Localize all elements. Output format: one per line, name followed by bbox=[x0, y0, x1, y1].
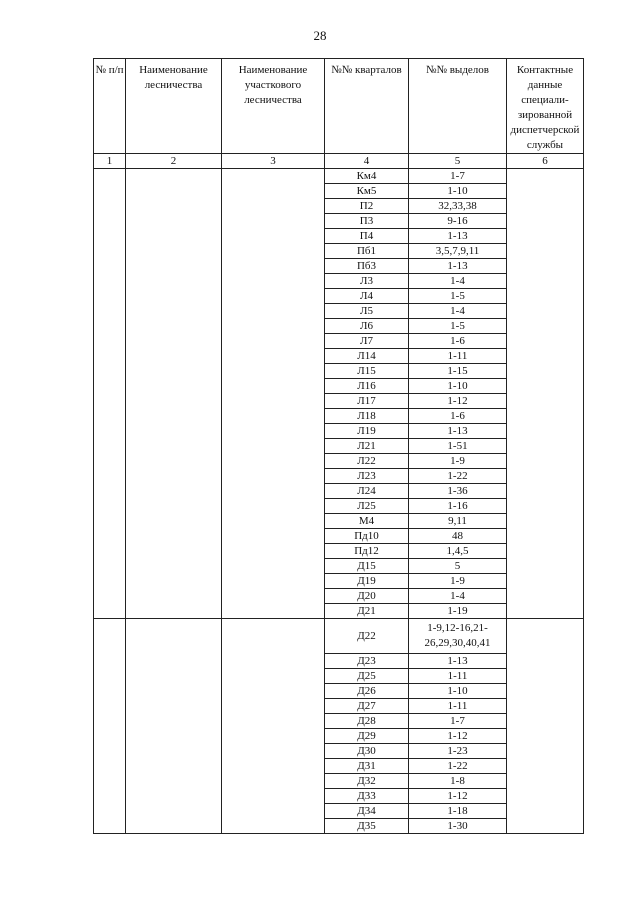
allotment-cell: 1-13 bbox=[409, 259, 507, 274]
quarter-cell: Д26 bbox=[325, 684, 409, 699]
quarter-cell: Л17 bbox=[325, 394, 409, 409]
allotment-cell: 1-13 bbox=[409, 229, 507, 244]
quarter-cell: Д35 bbox=[325, 819, 409, 834]
quarter-cell: Л25 bbox=[325, 499, 409, 514]
quarter-cell: Л4 bbox=[325, 289, 409, 304]
quarter-cell: Л16 bbox=[325, 379, 409, 394]
quarter-cell: Л15 bbox=[325, 364, 409, 379]
allotment-cell: 48 bbox=[409, 529, 507, 544]
quarter-cell: Д22 bbox=[325, 619, 409, 654]
allotment-cell: 1-4 bbox=[409, 304, 507, 319]
quarter-cell: Д31 bbox=[325, 759, 409, 774]
district-forestry-cell bbox=[222, 619, 325, 834]
header-number: № п/п bbox=[94, 59, 126, 154]
forestry-cell bbox=[126, 619, 222, 834]
forest-quarters-table bbox=[93, 58, 584, 834]
quarter-cell: Л19 bbox=[325, 424, 409, 439]
allotment-cell: 1-12 bbox=[409, 729, 507, 744]
allotment-cell: 1-22 bbox=[409, 759, 507, 774]
allotment-cell: 9-16 bbox=[409, 214, 507, 229]
header-dispatch-contacts: Контактные данные специали-зированной диспетчерской службы bbox=[507, 59, 584, 154]
quarter-cell: Д27 bbox=[325, 699, 409, 714]
allotment-cell: 1-18 bbox=[409, 804, 507, 819]
allotment-cell: 1-7 bbox=[409, 714, 507, 729]
quarter-cell: Л6 bbox=[325, 319, 409, 334]
page-number: 28 bbox=[313, 28, 327, 43]
allotment-cell: 1-15 bbox=[409, 364, 507, 379]
quarter-cell: Пд12 bbox=[325, 544, 409, 559]
allotment-cell: 1-10 bbox=[409, 684, 507, 699]
allotment-cell: 1-7 bbox=[409, 169, 507, 184]
quarter-cell: Л23 bbox=[325, 469, 409, 484]
quarter-cell: Д23 bbox=[325, 654, 409, 669]
allotment-cell: 1-36 bbox=[409, 484, 507, 499]
quarter-cell: Д30 bbox=[325, 744, 409, 759]
allotment-cell: 1-4 bbox=[409, 274, 507, 289]
allotment-cell: 1-4 bbox=[409, 589, 507, 604]
allotment-cell: 1-10 bbox=[409, 379, 507, 394]
allotment-cell: 1-12 bbox=[409, 789, 507, 804]
allotment-cell: 1-6 bbox=[409, 334, 507, 349]
quarter-cell: П2 bbox=[325, 199, 409, 214]
quarter-cell: Д21 bbox=[325, 604, 409, 619]
quarter-cell: Д29 bbox=[325, 729, 409, 744]
column-number: 1 bbox=[94, 154, 126, 169]
allotment-cell: 1-22 bbox=[409, 469, 507, 484]
table-row bbox=[94, 619, 584, 654]
quarter-cell: Д20 bbox=[325, 589, 409, 604]
allotment-cell: 1,4,5 bbox=[409, 544, 507, 559]
allotment-cell: 1-8 bbox=[409, 774, 507, 789]
allotment-cell: 32,33,38 bbox=[409, 199, 507, 214]
allotment-cell: 3,5,7,9,11 bbox=[409, 244, 507, 259]
allotment-cell: 1-19 bbox=[409, 604, 507, 619]
quarter-cell: Л5 bbox=[325, 304, 409, 319]
quarter-cell: П4 bbox=[325, 229, 409, 244]
column-number: 4 bbox=[325, 154, 409, 169]
quarter-cell: Л3 bbox=[325, 274, 409, 289]
allotment-cell: 1-13 bbox=[409, 654, 507, 669]
allotment-cell: 1-11 bbox=[409, 669, 507, 684]
table-row bbox=[94, 169, 584, 184]
allotment-cell: 1-23 bbox=[409, 744, 507, 759]
allotment-cell: 1-5 bbox=[409, 319, 507, 334]
number-cell bbox=[94, 169, 126, 619]
header-forestry: Наименование лесничества bbox=[126, 59, 222, 154]
quarter-cell: Д28 bbox=[325, 714, 409, 729]
dispatch-contacts-cell bbox=[507, 169, 584, 619]
quarter-cell: Пб1 bbox=[325, 244, 409, 259]
allotment-cell: 1-5 bbox=[409, 289, 507, 304]
district-forestry-cell bbox=[222, 169, 325, 619]
column-number: 5 bbox=[409, 154, 507, 169]
quarter-cell: Л22 bbox=[325, 454, 409, 469]
allotment-cell: 1-9,12-16,21-26,29,30,40,41 bbox=[409, 619, 507, 654]
column-number-row bbox=[94, 154, 584, 169]
quarter-cell: Км5 bbox=[325, 184, 409, 199]
allotment-cell: 1-11 bbox=[409, 699, 507, 714]
quarter-cell: Л14 bbox=[325, 349, 409, 364]
table-body bbox=[94, 169, 584, 834]
quarter-cell: П3 bbox=[325, 214, 409, 229]
header-district-forestry: Наименование участкового лесничества bbox=[222, 59, 325, 154]
quarter-cell: Д15 bbox=[325, 559, 409, 574]
forestry-cell bbox=[126, 169, 222, 619]
allotment-cell: 1-16 bbox=[409, 499, 507, 514]
quarter-cell: Д19 bbox=[325, 574, 409, 589]
column-number: 2 bbox=[126, 154, 222, 169]
allotment-cell: 1-13 bbox=[409, 424, 507, 439]
column-number: 6 bbox=[507, 154, 584, 169]
quarter-cell: Пд10 bbox=[325, 529, 409, 544]
column-number: 3 bbox=[222, 154, 325, 169]
quarter-cell: Д32 bbox=[325, 774, 409, 789]
allotment-cell: 1-9 bbox=[409, 574, 507, 589]
quarter-cell: Д33 bbox=[325, 789, 409, 804]
quarter-cell: М4 bbox=[325, 514, 409, 529]
quarter-cell: Л18 bbox=[325, 409, 409, 424]
header-row bbox=[94, 59, 584, 154]
quarter-cell: Д25 bbox=[325, 669, 409, 684]
allotment-cell: 1-10 bbox=[409, 184, 507, 199]
quarter-cell: Л24 bbox=[325, 484, 409, 499]
allotment-cell: 1-51 bbox=[409, 439, 507, 454]
header-allotments: №№ выделов bbox=[409, 59, 507, 154]
allotment-cell: 1-11 bbox=[409, 349, 507, 364]
quarter-cell: Л7 bbox=[325, 334, 409, 349]
allotment-cell: 1-6 bbox=[409, 409, 507, 424]
quarter-cell: Д34 bbox=[325, 804, 409, 819]
quarter-cell: Л21 bbox=[325, 439, 409, 454]
allotment-cell: 1-30 bbox=[409, 819, 507, 834]
allotment-cell: 1-12 bbox=[409, 394, 507, 409]
allotment-cell: 5 bbox=[409, 559, 507, 574]
allotment-cell: 9,11 bbox=[409, 514, 507, 529]
dispatch-contacts-cell bbox=[507, 619, 584, 834]
quarter-cell: Пб3 bbox=[325, 259, 409, 274]
allotment-cell: 1-9 bbox=[409, 454, 507, 469]
quarter-cell: Км4 bbox=[325, 169, 409, 184]
header-quarters: №№ кварталов bbox=[325, 59, 409, 154]
number-cell bbox=[94, 619, 126, 834]
